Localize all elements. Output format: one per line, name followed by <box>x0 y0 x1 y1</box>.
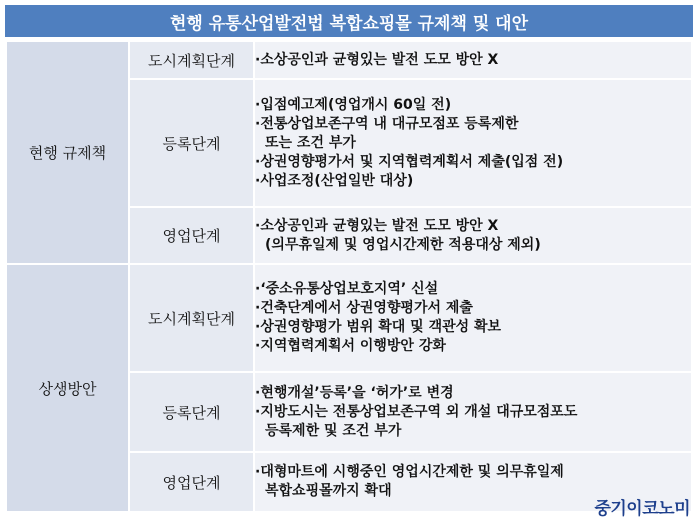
content-line: 또는 조건 부가 <box>265 134 356 151</box>
content-line: ·상권영향평가서 및 지역협력계획서 제출(입점 전) <box>255 153 564 170</box>
regulation-table <box>5 40 693 513</box>
stage-label: 등록단계 <box>130 373 253 451</box>
stage-content <box>255 265 691 371</box>
content-line: ·지역협력계획서 이행방안 강화 <box>255 338 446 354</box>
content-line: ·입점예고제(영업개시 60일 전) <box>255 96 452 113</box>
content-line: 복합쇼핑몰까지 확대 <box>265 483 392 499</box>
row-group-label: 현행 규제책 <box>7 42 128 263</box>
stage-content <box>255 80 691 206</box>
table-row <box>7 265 691 371</box>
content-line: ·소상공인과 균형있는 발전 도모 방안 X <box>255 51 499 68</box>
content-line: ·건축단계에서 상권영향평가서 제출 <box>255 300 473 316</box>
content-line: 등록제한 및 조건 부가 <box>265 422 402 439</box>
stage-content <box>255 42 691 78</box>
content-line: ·사업조정(산업일반 대상) <box>255 172 414 189</box>
stage-label: 영업단계 <box>130 453 253 511</box>
content-line: ·전통상업보존구역 내 대규모점포 등록제한 <box>255 115 519 132</box>
stage-label: 도시계획단계 <box>130 265 253 371</box>
stage-label: 등록단계 <box>130 80 253 206</box>
stage-content <box>255 373 691 451</box>
publisher-logo: 중기이코노미 <box>594 499 690 519</box>
content-line: ·상권영향평가 범위 확대 및 객관성 확보 <box>255 319 502 335</box>
table-title: 현행 유통산업발전법 복합쇼핑몰 규제책 및 대안 <box>5 5 693 37</box>
stage-label: 영업단계 <box>130 208 253 263</box>
stage-label: 도시계획단계 <box>130 42 253 78</box>
content-line: ·소상공인과 균형있는 발전 도모 방안 X <box>255 217 499 234</box>
content-line: (의무휴일제 및 영업시간제한 적용대상 제외) <box>265 236 541 253</box>
content-line: ·‘중소유통상업보호지역’ 신설 <box>255 281 439 297</box>
table-row <box>7 42 691 78</box>
content-line: ·대형마트에 시행중인 영업시간제한 및 의무휴일제 <box>255 464 564 480</box>
content-line: ·지방도시는 전통상업보존구역 외 개설 대규모점포도 <box>255 403 578 420</box>
content-line: ·현행개설’등록’을 ‘허가’로 변경 <box>255 384 454 401</box>
row-group-label: 상생방안 <box>7 265 128 511</box>
stage-content <box>255 208 691 263</box>
